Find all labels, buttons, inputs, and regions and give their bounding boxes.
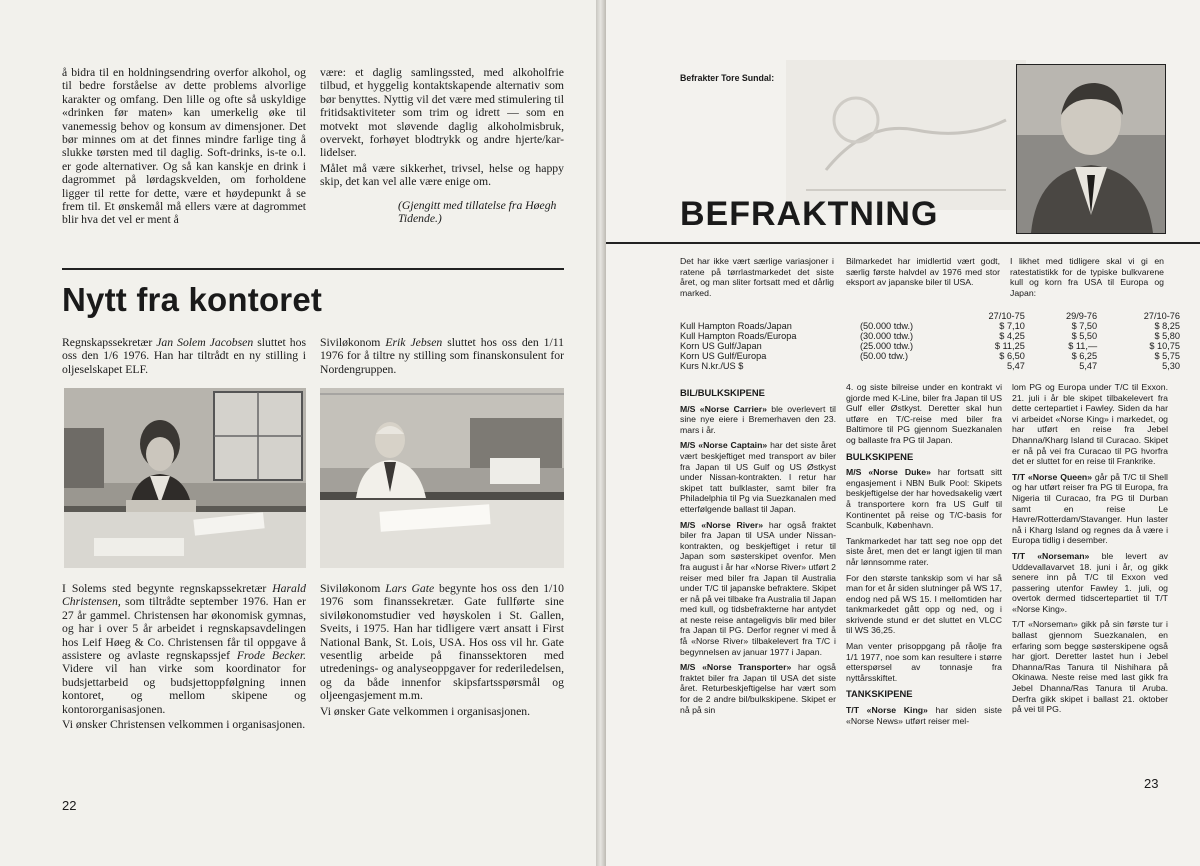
- section-heading-tank: TANKSKIPENE: [846, 688, 913, 700]
- christensen-office-photo: [64, 388, 306, 568]
- section-heading-bil-bulk: BIL/BULKSKIPENE: [680, 387, 765, 398]
- oil-price-paragraph: Man venter prisoppgang på råolje fra 1/1 1977, noe som kan resultere i større etterspørsel av tonnasje fra nyttårsskiftet.: [846, 641, 1002, 683]
- rate-row: Kurs N.kr./US $ 5,47 5,47 5,30: [680, 361, 1180, 371]
- transporter-continued: 4. og siste bilreise under en kontrakt vi gjorde med K-Line, biler fra Japan til US Gulf eller Østkyst. Deretter skal hun utføre en T/C-reise med biler fra Baltimore til PG gjennom Suezkanalen og ballaste fra PG til Japan.: [846, 382, 1002, 445]
- gate-welcome: Vi ønsker Gate velkommen i organisasjonen.: [320, 704, 531, 718]
- jacobsen-paragraph: Regnskapssekretær Jan Solem Jacobsen sluttet hos oss den 1/6 1976. Han har tiltrådt en ny stilling i oljeselskapet ELF.: [62, 336, 306, 376]
- rate-row: Kull Hampton Roads/Japan (50.000 tdw.) $ 7,10 $ 7,50 $ 8,25: [680, 321, 1180, 331]
- intro-col-2: Bilmarkedet har imidlertid vært godt, særlig første halvdel av 1976 med stor eksport av japanske biler til USA.: [846, 256, 1000, 288]
- christensen-section: I Solems sted begynte regnskapssekretær Harald Christensen, som tiltrådte september 1976. Han er 27 år gammel. Christensen har økonomisk gymnas, og har i over 5 år arbeidet i regnskapsavdelingen hos Leif Høeg & Co. Christensen får til oppgave å assistere og avlaste regnskapssjef Frode Becker. Videre vil han virke som koordinator for budsjettarbeid og budsjettoppfølgning innen kontoret, og mellom skipene og kontororganisasjonen. Vi ønsker Christensen velkommen i organisasjonen.: [62, 582, 306, 732]
- norse-duke-paragraph: M/S «Norse Duke» har fortsatt sitt engasjement i NBN Bulk Pool: Skipets beskjeftigelse der har hovedsakelig vært å transportere korn fra US Gulf til Kontinentet på reise og T/C-basis for Scanbulk, København.: [846, 467, 1002, 531]
- headline-nytt-fra-kontoret: Nytt fra kontoret: [62, 281, 323, 318]
- portrait-icon: [1017, 65, 1165, 233]
- alcohol-paragraph: å bidra til en holdningsendring overfor alkohol, og til bedre forståelse av dette problems alvorlige karakter og omfang. Den lille og ofte så uskyldige «drinken før maten» kan umerkelig øke til vanemessig behov og konsum av dimensjoner. Det bør minnes om at det finnes mindre farlige ting å slukke tørsten med til daglig. Soft-drinks, is-te o.l. er gode alternativer. Og så kan kanskje en drink i dagrommet på lørdagskvelden, om forholdene ligger til rette for dette, være et høydepunkt å se frem til. Et ønskemål må ellers være at dagrommet blir hva det vel er ment å: [62, 66, 306, 227]
- norse-king-continued: lom PG og Europa under T/C til Exxon. 21. juli i år ble skipet tilbakelevert fra dette certepartiet i Fawley. Siden da har vi arbeidet «Norse King» i markedet, og har utført en reise fra Jebel Dhanna/Kharg Island til Curacao. Skipet er nå på vei fra Curacao til PG hvorfra det er sluttet for en reise til Frankrike.: [1012, 382, 1168, 467]
- header-illustration: [786, 60, 1026, 210]
- norseman-ballast-paragraph: T/T «Norseman» gikk på sin første tur i ballast gjennom Suezkanalen, en erfaring som begge søsterskipene også har gjort. Deretter lastet hun i Jebel Dhanna/Ras Tanura til Nishihara på Okinawa. Neste reise med last gikk fra Jebel Dhanna/Ras Tanura til Aruba. Derfra gikk skipet i ballast 21. oktober på vei til PG.: [1012, 619, 1168, 715]
- rate-row: Korn US Gulf/Japan (25.000 tdw.) $ 11,25 $ 11,— $ 10,75: [680, 341, 1180, 351]
- intro-col-1: Det har ikke vært særlige variasjoner i ratene på tørrlastmarkedet det siste året, og man sliter fortsatt med et dårlig marked.: [680, 256, 834, 298]
- left-column-2-top: [320, 66, 564, 225]
- norse-king-paragraph: T/T «Norse King» har siden siste «Norse News» utført reiser mel-: [846, 705, 1002, 726]
- photo-harald-christensen: [64, 388, 306, 568]
- left-page: [0, 0, 596, 866]
- intro-col-3: I likhet med tidligere skal vi gi en ratestatistikk for de typiske bulkvarene kull og korn fra USA til Europa og Japan:: [1010, 256, 1164, 298]
- norseman-paragraph: T/T «Norseman» ble levert av Uddevallavarvet 18. juni i år, og gikk senere inn på T/C til Exxon ved passering utenfor Fawley 1. juli, og overtok dermed tidscertepartiet til T/T «Norse King».: [1012, 550, 1168, 614]
- rate-table: [678, 311, 1182, 371]
- rate-table-header: 27/10-75 29/9-76 27/10-76: [988, 311, 1180, 321]
- rate-row: Korn US Gulf/Europa (50.00 tdw.) $ 6,50 $ 6,25 $ 5,75: [680, 351, 1180, 361]
- norse-queen-paragraph: T/T «Norse Queen» går på T/C til Shell og har utført reiser fra PG til Europa, fra Nigeria til Curacao, fra PG til Durban samt en reise Le Havre/Rotterdam/Stavanger. Hun laster nå i Kharg Island og regnes da å være i Europa tidlig i desember.: [1012, 471, 1168, 546]
- reprint-credit: (Gjengitt med tillatelse fra Høegh Tidende.): [398, 198, 557, 226]
- book-spine: [596, 0, 606, 866]
- tank-market-paragraph: Tankmarkedet har tatt seg noe opp det siste året, men det er langt igjen til man når lønnsomme rater.: [846, 535, 1002, 567]
- alcohol-closing-paragraph: Målet må være sikkerhet, trivsel, helse og happy skip, det kan vel alle være enige om.: [320, 161, 564, 189]
- photo-lars-gate: [320, 388, 564, 568]
- tank-rates-paragraph: For den største tankskip som vi har så man for et år siden slutninger på WS 17, endog ned på WS 15. I mellomtiden har tankmarkedet gått opp og ned, og i skrivende stund er det sluttet en VLCC til WS 36,25.: [846, 572, 1002, 636]
- headline-befraktning: BEFRAKTNING: [680, 195, 939, 233]
- body-col-3: [1012, 382, 1168, 720]
- jebsen-paragraph: Siviløkonom Erik Jebsen sluttet hos oss den 1/11 1976 for å tiltre ny stilling som finanskonsulent for Nordengruppen.: [320, 336, 565, 376]
- section-heading-bulk: BULKSKIPENE: [846, 450, 914, 462]
- norse-river-paragraph: M/S «Norse River» har også fraktet biler fra Japan til USA under Nissan-kontrakten, og beskjeftiget i retur til Japan som søsterskipet ovenfor. Men fra august i år har «Norse River» utført 2 reiser med biler fra Japan til Australia under T/C til japanske befraktere. Skipet er nå på vei tilbake fra Australia til Japan med kull, og tidsbefrakterne har antydet at neste reise antageligvis blir med biler fra Japan til PG. Derfor regner vi med å få «Norse River» tilbakelevert fra T/C i begynnelsen av januar 1977 i Japan.: [680, 519, 836, 657]
- rate-row: Kull Hampton Roads/Europa (30.000 tdw.) $ 4,25 $ 5,50 $ 5,80: [680, 331, 1180, 341]
- ship-illustration-icon: [786, 60, 1026, 210]
- left-column-1-top: [62, 66, 306, 229]
- body-col-1: [680, 382, 836, 720]
- norse-transporter-paragraph: M/S «Norse Transporter» har også fraktet biler fra Japan til USA det siste året. Returbeskjeftigelse har vært som for de 2 andre bil/bulkskipene. Skipet er nå på sin: [680, 662, 836, 715]
- header-rule: [606, 242, 1200, 244]
- body-col-2: [846, 382, 1002, 731]
- norse-captain-paragraph: M/S «Norse Captain» har det siste året vært beskjeftiget med transport av biler fra Japan til US Gulf og US Østkyst under Nissan-kontrakten. I retur har skipet tatt bulklaster, samt biler fra Philadelphia til Pg via Suezkanalen med etterfølgende ballast til Japan.: [680, 440, 837, 514]
- section-rule: [62, 268, 564, 270]
- gate-office-photo: [320, 388, 564, 568]
- norse-carrier-paragraph: M/S «Norse Carrier» ble overlevert til sine nye eiere i Bremerhaven den 23. mars i år.: [680, 403, 836, 435]
- christensen-welcome: Vi ønsker Christensen velkommen i organisasjonen.: [62, 718, 306, 732]
- photo-tore-sundal: [1016, 64, 1166, 234]
- page-number-left: 22: [62, 798, 77, 813]
- byline: Befrakter Tore Sundal:: [680, 73, 775, 83]
- page-number-right: 23: [1144, 776, 1159, 791]
- gate-section: Siviløkonom Lars Gate begynte hos oss den 1/10 1976 som finanssekretær. Gate fullførte sine siviløkonomstudier ved høyskolen i St. Gallen, Sveits, i 1975. Han har tidligere vært ansatt i First National Bank, St. Lois, USA. Hos oss vil hr. Gate vesentlig arbeide på finanssektoren med utredenings- og analyseoppgaver for rederiledelsen, og da både innenfor skipsfartsspørsmål og oljeengasjement m.m. Vi ønsker Gate velkommen i organisasjonen.: [320, 582, 564, 718]
- right-page: [606, 0, 1200, 866]
- alcohol-paragraph-cont: være: et daglig samlingssted, med alkoholfrie tilbud, et hyggelig kontaktskapende alternativ som bør benyttes. Nyttig vil det være med stimulering til fritidsaktiviteter som trim og idrett — som en motvekt mot sløvende daglig alkoholmisbruk, overvekt, forhøyet blodtrykk og andre hjerte/kar-lidelser.: [320, 66, 564, 160]
